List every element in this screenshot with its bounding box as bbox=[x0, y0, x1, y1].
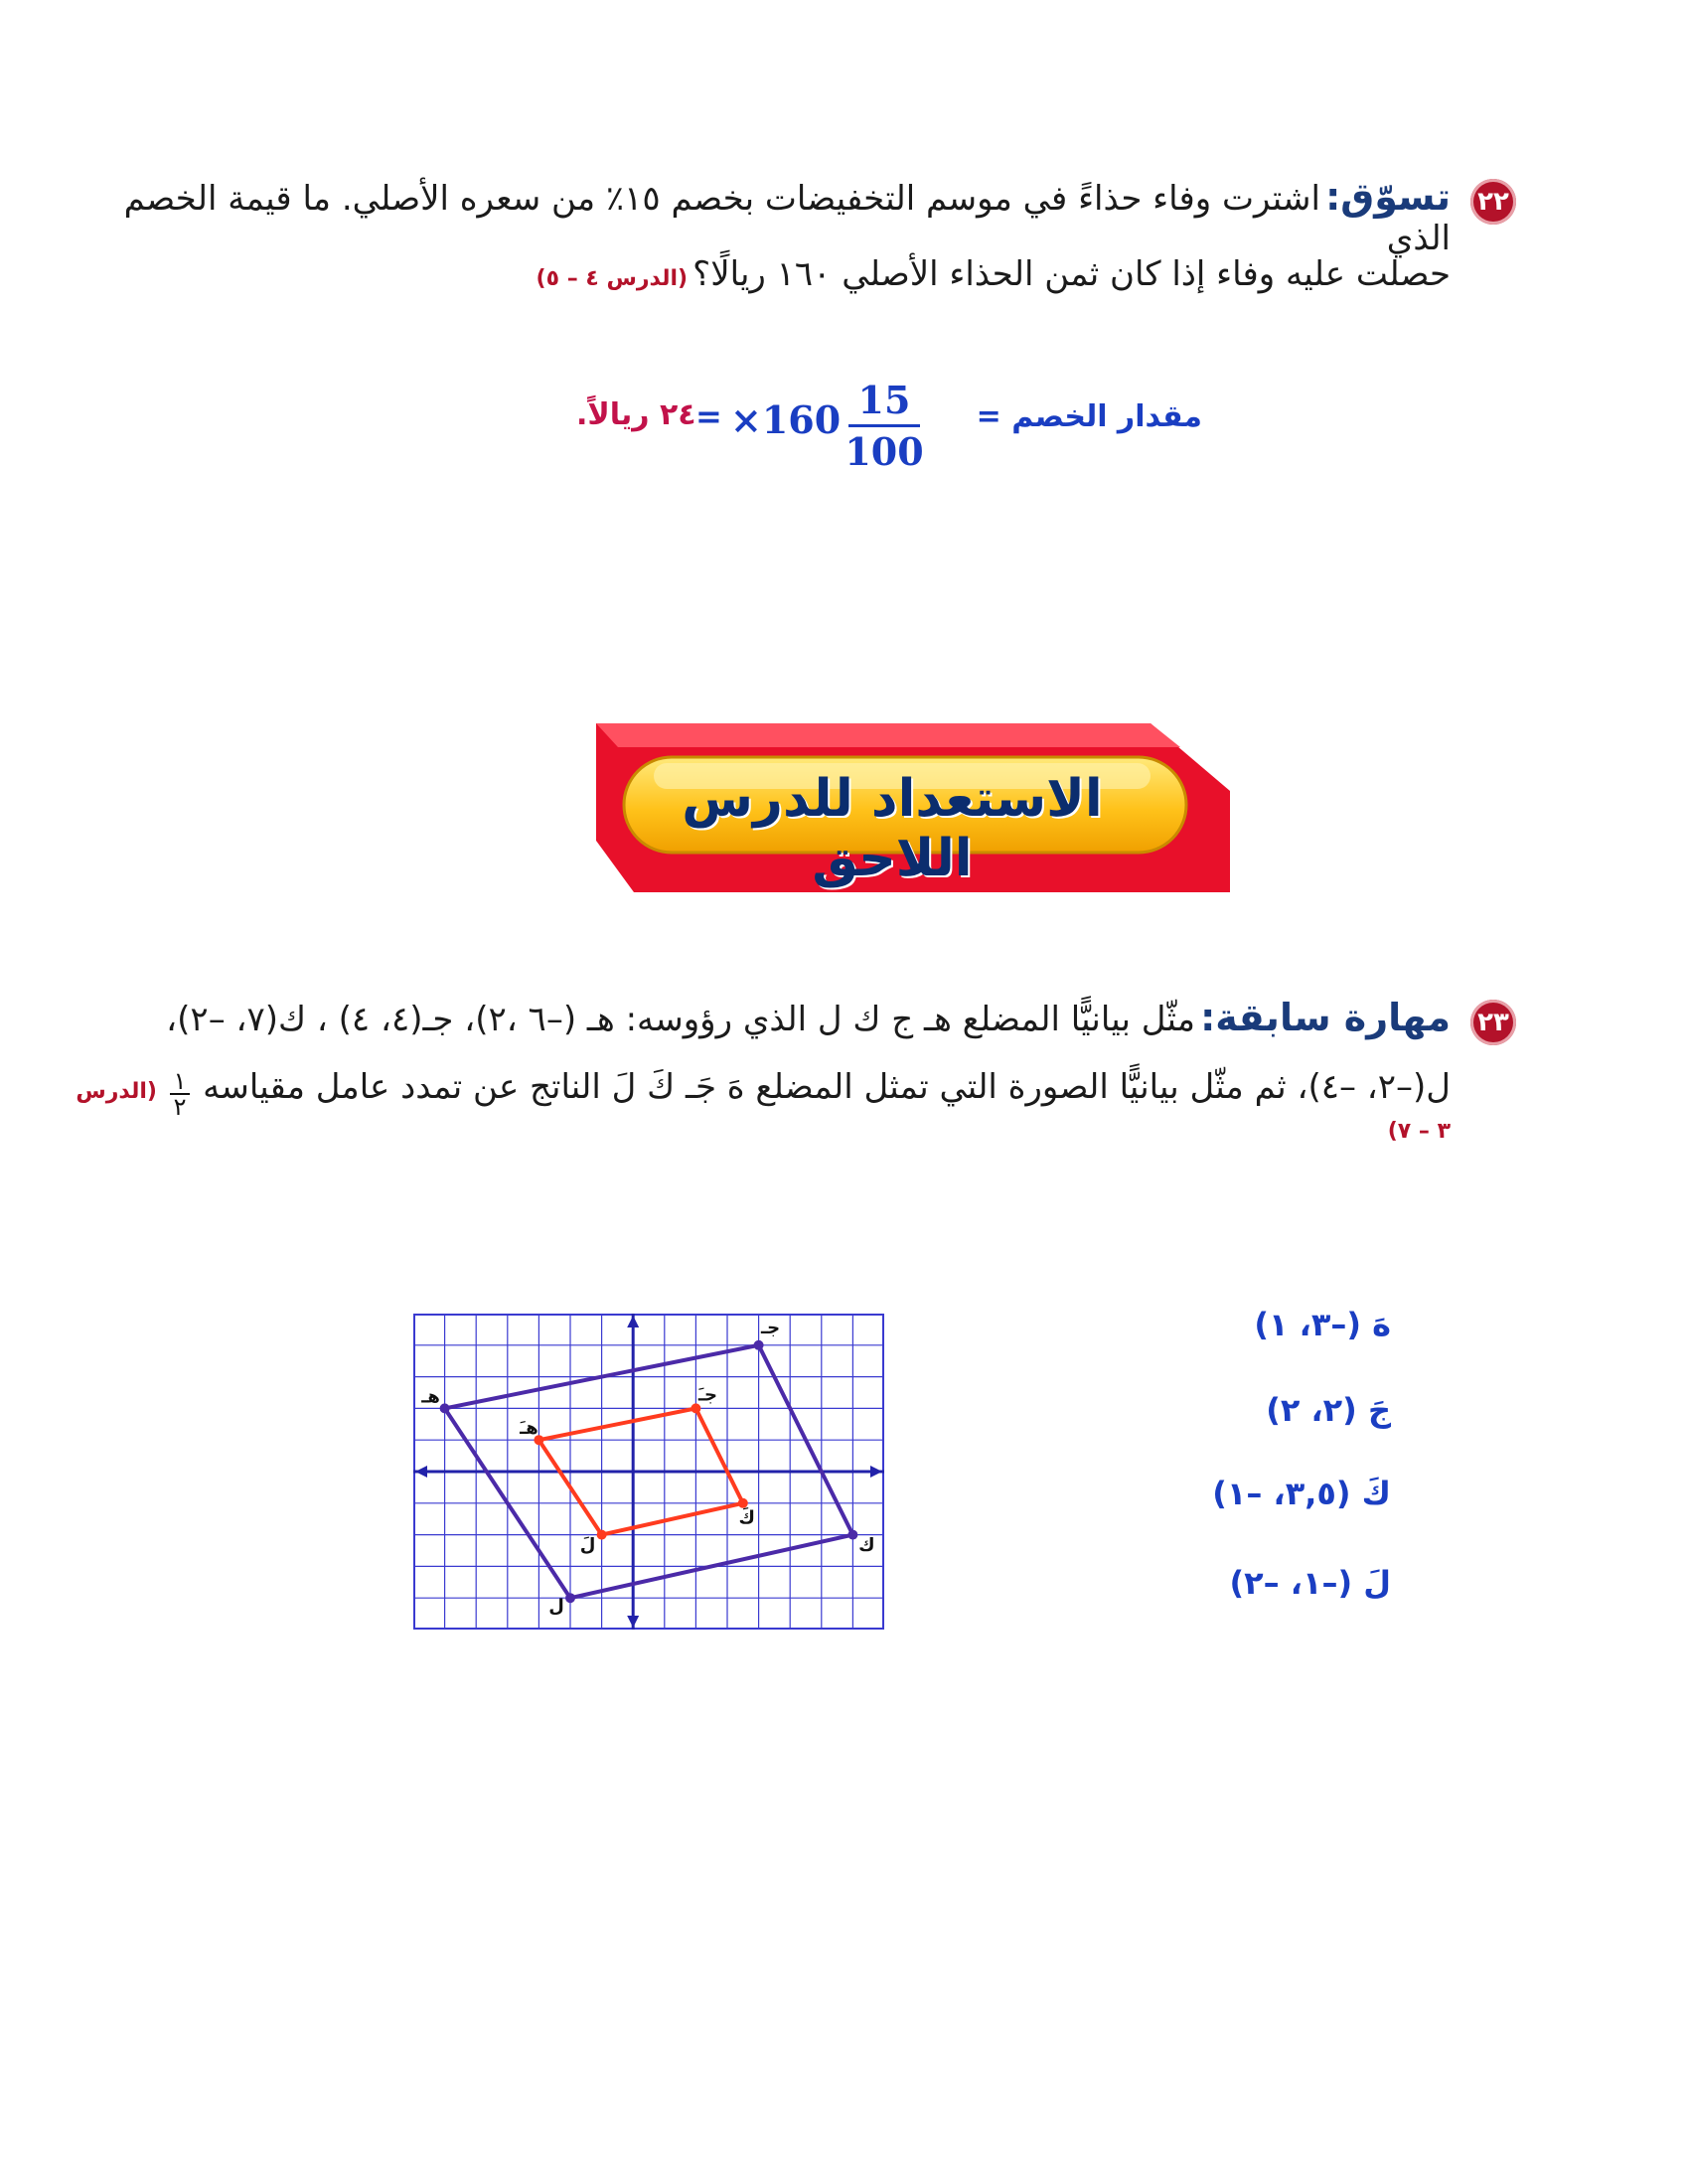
vertex-label-l: ل bbox=[548, 1596, 564, 1618]
section-banner bbox=[594, 721, 1230, 892]
vertex-label-j2: جـَ bbox=[697, 1384, 717, 1406]
answer-result: ٢٤ ريالاً. bbox=[576, 397, 696, 432]
problem-23-text-line1: مثّل بيانيًّا المضلع هـ ج ك ل الذي رؤوسه: هـ (–٦ ،٢)، جـ(٤، ٤) ، ك(٧، –٢)، bbox=[166, 1000, 1195, 1039]
problem-23-line1 bbox=[60, 996, 1451, 1039]
problem-22-answer bbox=[556, 378, 1232, 474]
coord-j-prime: جَ (٢، ٢) bbox=[1266, 1391, 1391, 1429]
vertex-label-k: ك bbox=[858, 1534, 875, 1556]
vertex-original bbox=[440, 1403, 450, 1413]
vertex-label-l2: لَ bbox=[579, 1534, 596, 1556]
vertex-label-h: هـ bbox=[421, 1386, 440, 1408]
coord-l-prime: لَ (–١، –٢) bbox=[1229, 1564, 1391, 1602]
problem-23-text-line2: ل(–٢، –٤)، ثم مثّل بيانيًّا الصورة التي تمثل المضلع هَ جَـ كَ لَ الناتج عن تمدد عامل مقياسه bbox=[203, 1067, 1451, 1107]
problem-22-line1 bbox=[79, 175, 1451, 258]
vertex-label-h2: هـَ bbox=[520, 1418, 538, 1440]
problem-22-text-line2: حصلت عليه وفاء إذا كان ثمن الحذاء الأصلي ١٦٠ ريالًا؟ bbox=[692, 254, 1451, 294]
vertex-original bbox=[565, 1593, 575, 1603]
problem-22-lesson-ref: (الدرس ٤ – ٥) bbox=[536, 266, 689, 291]
graph-canvas bbox=[413, 1314, 884, 1630]
fraction-bar bbox=[848, 424, 920, 427]
problem-22-text-line1: اشترت وفاء حذاءً في موسم التخفيضات بخصم ١٥٪ من سعره الأصلي. ما قيمة الخصم الذي bbox=[123, 179, 1451, 258]
answer-label: مقدار الخصم = bbox=[976, 399, 1202, 434]
problem-22-number: ٢٢ bbox=[1470, 179, 1516, 225]
problem-23-number: ٢٣ bbox=[1470, 1000, 1516, 1045]
problem-23-title: مهارة سابقة: bbox=[1200, 996, 1451, 1039]
fraction-denominator: 100 bbox=[844, 429, 924, 474]
vertex-image bbox=[597, 1530, 607, 1540]
vertex-label-j: جـ bbox=[761, 1317, 781, 1338]
scale-fraction bbox=[170, 1066, 190, 1121]
coordinate-graph bbox=[413, 1314, 884, 1630]
vertex-label-k2: كَ bbox=[738, 1506, 756, 1528]
problem-22-title: تسوّق: bbox=[1325, 175, 1451, 219]
fraction-numerator: 15 bbox=[857, 378, 911, 422]
coord-h-prime: هَ (–٣، ١) bbox=[1254, 1306, 1391, 1343]
vertex-original bbox=[847, 1530, 857, 1540]
vertex-original bbox=[754, 1340, 764, 1350]
answer-fraction bbox=[844, 378, 924, 474]
answer-equals: = bbox=[695, 397, 722, 435]
banner-title: الاستعداد للدرس اللاحق bbox=[682, 769, 1103, 888]
coord-k-prime: كَ (٣,٥، –١) bbox=[1212, 1475, 1391, 1512]
problem-23-lesson-ref: (الدرس ٣ – ٧) bbox=[76, 1079, 1451, 1144]
scale-numerator: ١ bbox=[173, 1066, 187, 1095]
problem-23-line2 bbox=[60, 1067, 1451, 1144]
scale-denominator: ٢ bbox=[173, 1092, 187, 1121]
problem-22-line2 bbox=[79, 254, 1451, 294]
answer-multiplier: ×160 bbox=[730, 397, 842, 442]
